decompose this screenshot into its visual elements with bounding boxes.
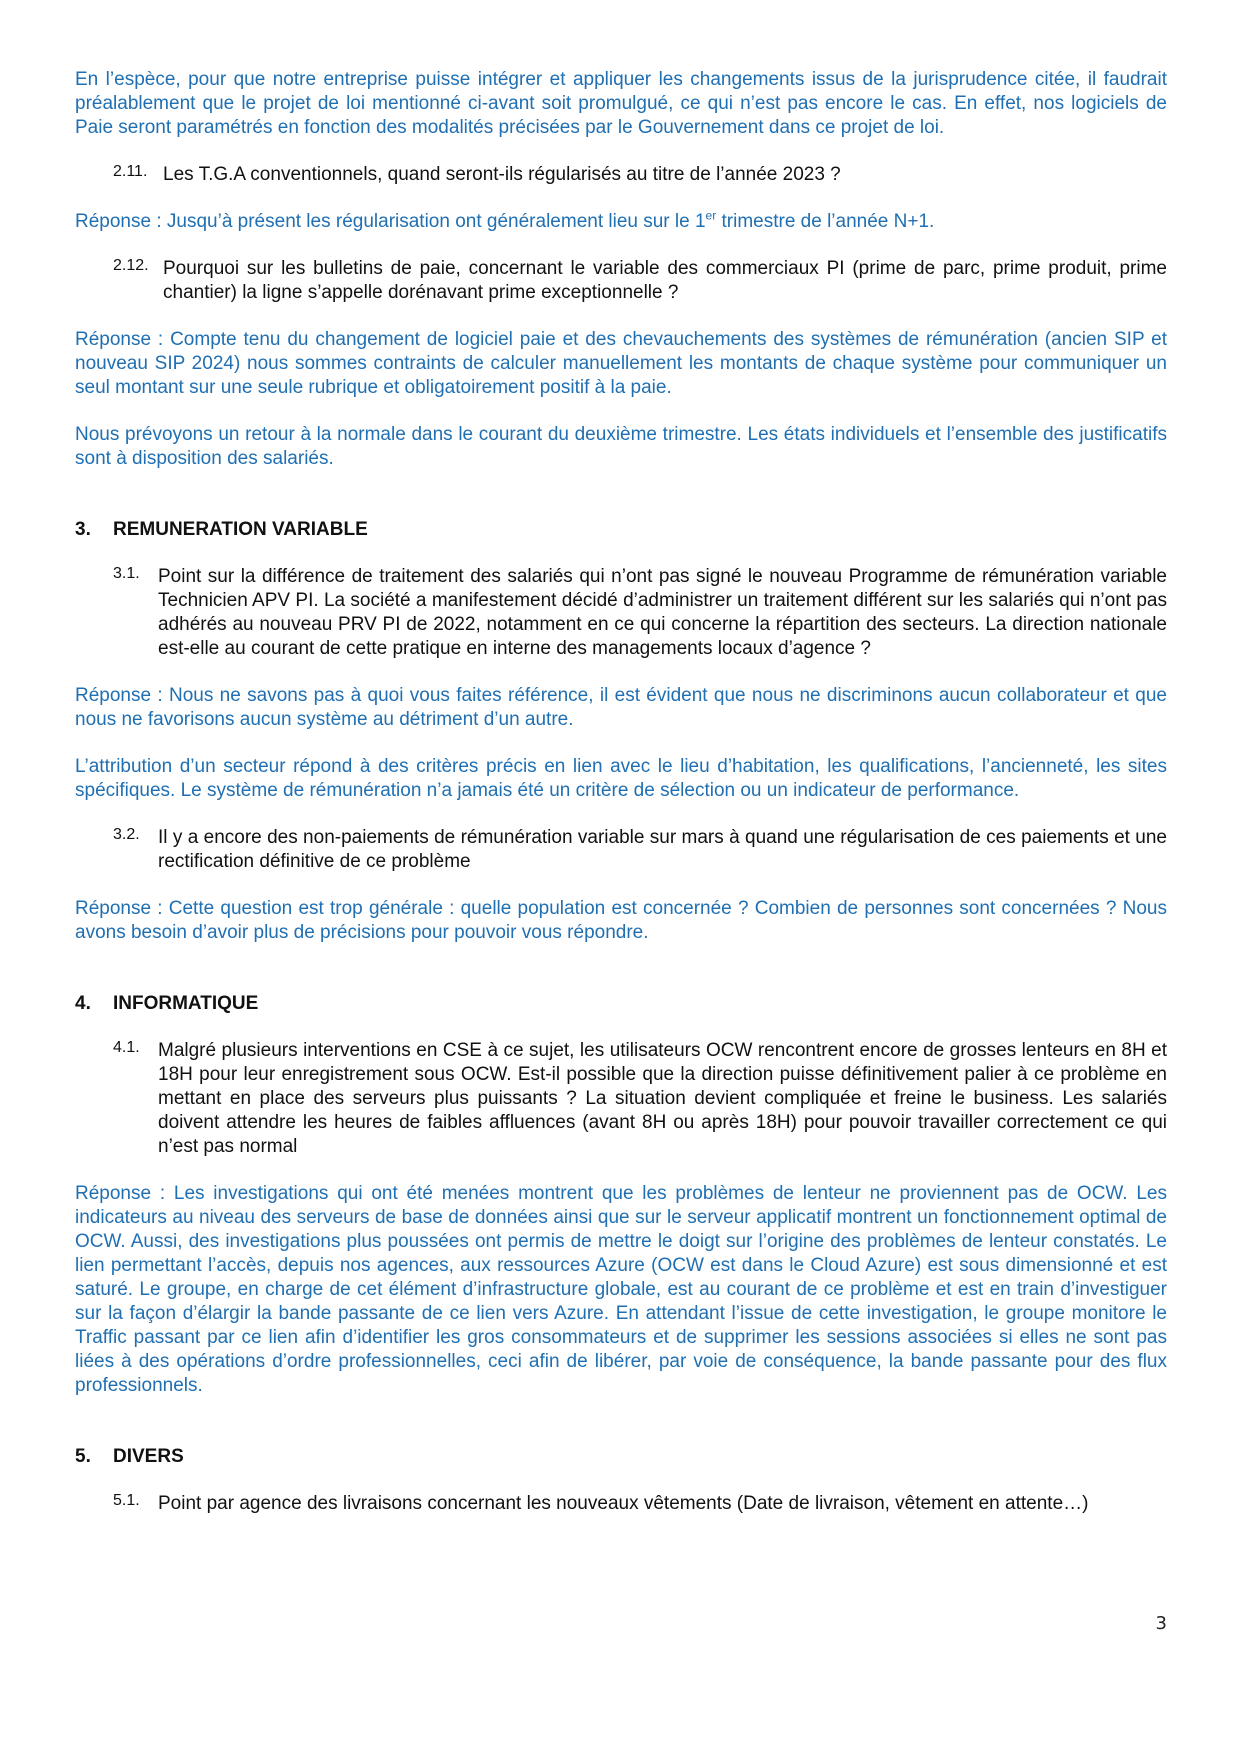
question-4-1	[113, 1039, 1167, 1159]
answer-2-12-paragraph-1: Réponse : Compte tenu du changement de logiciel paie et des chevauchements des systèmes de rémunération (ancien SIP et nouveau SIP 2024) nous sommes contraints de calculer manuellement les montants de chaque système pour communiquer un seul montant sur une seule rubrique et obligatoirement positif à la paie.	[75, 329, 1167, 398]
answer-3-1-paragraph-2: L’attribution d’un secteur répond à des critères précis en lien avec le lieu d’habitation, les qualifications, l’ancienneté, les sites spécifiques. Le système de rémunération n’a jamais été un critère de sélection ou un indicateur de performance.	[75, 756, 1167, 801]
section-number: 3.	[75, 519, 91, 540]
question-number: 3.2.	[113, 826, 140, 843]
question-text: Malgré plusieurs interventions en CSE à ce sujet, les utilisateurs OCW rencontrent encore de grosses lenteurs en 8H et 18H pour leur enregistrement sous OCW. Est-il possible que la direction puisse définitivement palier à ce problème en mettant en place des serveurs plus puissants ? La situation devient compliquée et freine le business. Les salariés doivent attendre les heures de faibles affluences (avant 8H ou après 18H) pour pouvoir travailler correctement ce qui n’est pas normal	[158, 1040, 1167, 1157]
section-title: REMUNERATION VARIABLE	[113, 519, 368, 540]
section-title: DIVERS	[113, 1446, 184, 1467]
question-2-12	[113, 257, 1167, 305]
question-text: Les T.G.A conventionnels, quand seront-ils régularisés au titre de l’année 2023 ?	[163, 164, 841, 185]
answer-2-11	[75, 210, 1167, 234]
answer-3-2: Réponse : Cette question est trop générale : quelle population est concernée ? Combien de personnes sont concernées ? Nous avons besoin d’avoir plus de précisions pour pouvoir vous répondre.	[75, 898, 1167, 943]
section-number: 4.	[75, 993, 91, 1014]
answer-2-11-part2: trimestre de l’année N+1.	[716, 211, 935, 232]
section-number: 5.	[75, 1446, 91, 1467]
question-2-11	[113, 163, 1167, 187]
answer-2-12-paragraph-2: Nous prévoyons un retour à la normale dans le courant du deuxième trimestre. Les états individuels et l’ensemble des justificatifs sont à disposition des salariés.	[75, 424, 1167, 469]
answer-2-11-part1: Réponse : Jusqu’à présent les régularisation ont généralement lieu sur le 1	[75, 211, 706, 232]
question-text: Point sur la différence de traitement des salariés qui n’ont pas signé le nouveau Programme de rémunération variable Technicien APV PI. La société a manifestement décidé d’administrer un traitement différent sur les salariés qui n’ont pas adhérés au nouveau PRV PI de 2022, notamment en ce qui concerne la répartition des secteurs. La direction nationale est-elle au courant de cette pratique en interne des managements locaux d’agence ?	[158, 566, 1167, 659]
question-text: Pourquoi sur les bulletins de paie, concernant le variable des commerciaux PI (prime de parc, prime produit, prime chantier) la ligne s’appelle dorénavant prime exceptionnelle ?	[163, 258, 1167, 303]
answer-paragraph-intro: En l’espèce, pour que notre entreprise puisse intégrer et appliquer les changements issus de la jurisprudence citée, il faudrait préalablement que le projet de loi mentionné ci-avant soit promulgué, ce qui n’est pas encore le cas. En effet, nos logiciels de Paie seront paramétrés en fonction des modalités précisées par le Gouvernement dans ce projet de loi.	[75, 69, 1167, 138]
question-number: 2.12.	[113, 257, 149, 274]
question-3-2	[113, 826, 1167, 874]
section-heading-3	[75, 518, 1167, 542]
answer-2-11-superscript: er	[705, 208, 717, 223]
question-3-1	[113, 565, 1167, 661]
section-heading-5	[75, 1445, 1167, 1469]
question-number: 5.1.	[113, 1492, 140, 1509]
question-number: 2.11.	[113, 163, 148, 180]
question-text: Il y a encore des non-paiements de rémunération variable sur mars à quand une régularisation de ces paiements et une rectification définitive de ce problème	[158, 827, 1167, 872]
question-5-1	[113, 1492, 1167, 1516]
document-page	[75, 68, 1167, 1516]
question-number: 3.1.	[113, 565, 140, 582]
answer-4-1: Réponse : Les investigations qui ont été menées montrent que les problèmes de lenteur ne proviennent pas de OCW. Les indicateurs au niveau des serveurs de base de données ainsi que sur le serveur applicatif montrent un fonctionnement optimal de OCW. Aussi, des investigations plus poussées ont permis de mettre le doigt sur l’origine des problèmes de lenteur constatés. Le lien permettant l’accès, depuis nos agences, aux ressources Azure (OCW est dans le Cloud Azure) est sous dimensionné et est saturé. Le groupe, en charge de cet élément d’infrastructure globale, est au courant de ce problème et est en train d’investiguer sur la façon d’élargir la bande passante de ce lien vers Azure. En attendant l’issue de cette investigation, le groupe monitore le Traffic passant par ce lien afin d’identifier les gros consommateurs et de supprimer les sessions associées si elles ne sont pas liées à des opérations d’ordre professionnelles, ceci afin de libérer, par voie de conséquence, la bande passante pour des flux professionnels.	[75, 1183, 1167, 1396]
section-title: INFORMATIQUE	[113, 993, 259, 1014]
question-number: 4.1.	[113, 1039, 140, 1056]
question-text: Point par agence des livraisons concernant les nouveaux vêtements (Date de livraison, vêtement en attente…)	[158, 1493, 1089, 1514]
page-number: 3	[1155, 1613, 1167, 1634]
answer-3-1-paragraph-1: Réponse : Nous ne savons pas à quoi vous faites référence, il est évident que nous ne discriminons aucun collaborateur et que nous ne favorisons aucun système au détriment d’un autre.	[75, 685, 1167, 730]
section-heading-4	[75, 992, 1167, 1016]
